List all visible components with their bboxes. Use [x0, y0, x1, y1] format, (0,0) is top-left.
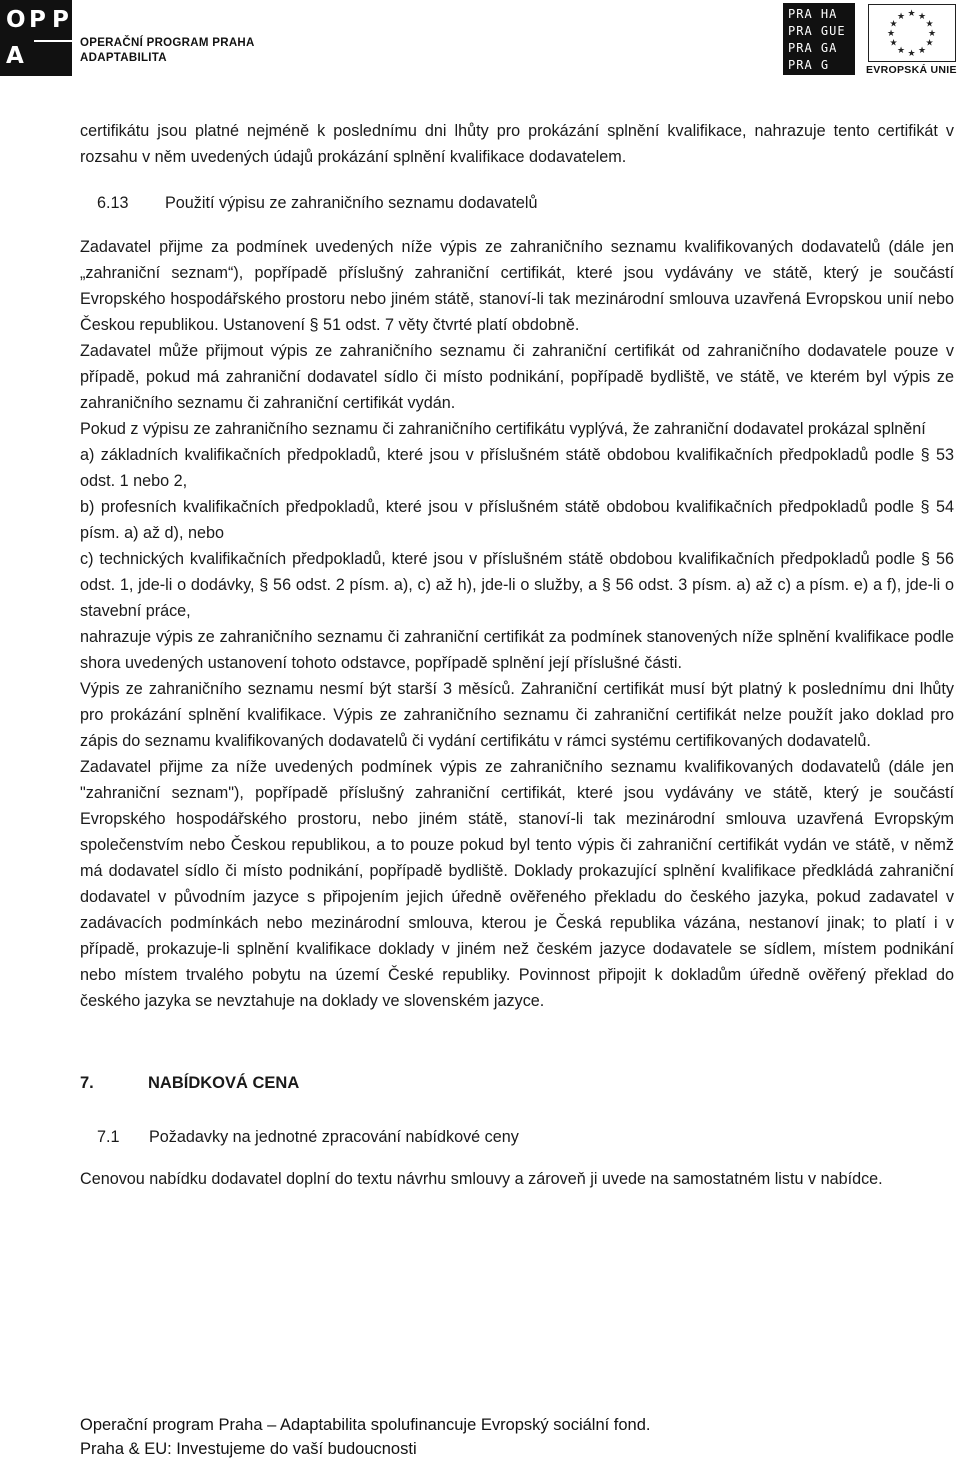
section-number: 6.13 — [97, 194, 129, 212]
opp-letter-o: O — [6, 7, 26, 33]
praha-row-2: PRA GUE — [788, 24, 846, 38]
paragraph-6: c) technických kvalifikačních předpokladů, které jsou v příslušném státě obdobou kvalifikačních předpokladů podle § 56 odst. 1, jde-li o dodávky, § 56 odst. 2 písm. a), c) až h), jde-li o služby, a § 56 odst. 3 písm. a) až c) a písm. e) a f), jde-li o stavební práce, — [80, 550, 954, 620]
eu-stars-icon — [869, 5, 954, 60]
svg-text:★: ★ — [896, 45, 906, 55]
svg-text:★: ★ — [886, 28, 896, 38]
paragraph-4: a) základních kvalifikačních předpokladů, které jsou v příslušném státě obdobou kvalifikačních předpokladů podle § 53 odst. 1 nebo 2, — [80, 446, 954, 490]
footer-line-2: Praha & EU: Investujeme do vaší budoucnosti — [80, 1440, 417, 1458]
svg-text:★: ★ — [889, 37, 898, 48]
svg-text:★: ★ — [925, 37, 934, 48]
section-number: 7.1 — [97, 1128, 120, 1146]
svg-text:★: ★ — [917, 45, 927, 55]
section-heading-7 — [80, 1070, 954, 1096]
paragraph-7: nahrazuje výpis ze zahraničního seznamu či zahraniční certifikát za podmínek stanovených níže splnění kvalifikace podle shora uvedených ustanovení tohoto odstavce, popřípadě splnění její příslušné části. — [80, 628, 954, 672]
praha-row-3: PRA GA — [788, 41, 838, 55]
document-body — [80, 118, 954, 1192]
section-title: Použití výpisu ze zahraničního seznamu dodavatelů — [165, 194, 538, 212]
svg-text:★: ★ — [889, 18, 898, 29]
footer-line-1: Operační program Praha – Adaptabilita spolufinancuje Evropský sociální fond. — [80, 1416, 651, 1434]
praha-row-1: PRA HA — [788, 7, 838, 21]
praha-row-4: PRA G — [788, 58, 830, 72]
svg-text:★: ★ — [907, 48, 916, 58]
eu-logo — [864, 0, 960, 78]
paragraph-9: Zadavatel přijme za níže uvedených podmínek výpis ze zahraničního seznamu kvalifikovaných dodavatelů (dále jen "zahraniční seznam"), popřípadě příslušný zahraniční certifikát, které jsou vydávány ve státě, který je součástí Evropského hospodářského prostoru, nebo jiném státě, stanoví-li tak mezinárodní smlouva uzavřená Evropským společenstvím nebo Českou republikou, a to pouze pokud byl tento výpis či zahraniční certifikát vydán ve státě, v němž má dodavatel sídlo či místo podnikání, popřípadě bydliště. Doklady prokazující splnění kvalifikace předkládá zahraniční dodavatel v původním jazyce s připojením jejich úředně ověřeného překladu do českého jazyka, pokud zadavatel v zadávacích podmínkách nebo mezinárodní smlouva, kterou je Česká republika vázána, nestanoví jinak; to platí i v případě, prokazuje-li splnění kvalifikace doklady v jiném než českém jazyce dodavatele se sídlem, místem podnikání nebo místem trvalého pobytu na území České republiky. Povinnost připojit k dokladům úředně ověřený překlad do českého jazyka se nevztahuje na doklady ve slovenském jazyce. — [80, 758, 954, 1010]
eu-label: EVROPSKÁ UNIE — [866, 64, 957, 76]
paragraph-5: b) profesních kvalifikačních předpokladů, které jsou v příslušném státě obdobou kvalifikačních předpokladů podle § 54 písm. a) až d), nebo — [80, 498, 954, 542]
section-heading-7-1 — [80, 1124, 954, 1150]
svg-text:★: ★ — [896, 11, 906, 21]
svg-text:★: ★ — [917, 11, 927, 21]
opp-a-logo — [0, 0, 300, 76]
paragraph-3: Pokud z výpisu ze zahraničního seznamu či zahraničního certifikátu vyplývá, že zahraniční dodavatel prokázal splnění — [80, 420, 926, 438]
opp-a-mark — [0, 0, 72, 76]
opp-letter-a: A — [6, 43, 24, 69]
paragraph-10: Cenovou nabídku dodavatel doplní do textu návrhu smlouvy a zároveň ji uvede na samostatném listu v nabídce. — [80, 1170, 883, 1188]
opp-letter-p2: P — [52, 7, 69, 33]
opp-divider — [34, 40, 72, 42]
praha-logo — [783, 3, 855, 75]
svg-text:★: ★ — [907, 8, 916, 18]
opp-letter-p1: P — [29, 7, 46, 33]
paragraph-2: Zadavatel může přijmout výpis ze zahraničního seznamu či zahraniční certifikát od zahraničního dodavatele pouze v případě, pokud má zahraniční dodavatel sídlo či místo podnikání, popřípadě bydliště, ve státě, ve kterém byl výpis ze zahraničního seznamu či zahraniční certifikát vydán. — [80, 342, 954, 412]
section-title: NABÍDKOVÁ CENA — [148, 1074, 300, 1092]
opp-line1: OPERAČNÍ PROGRAM PRAHA — [80, 37, 255, 49]
opp-text — [80, 36, 255, 66]
opp-line2: ADAPTABILITA — [80, 52, 167, 64]
paragraph-intro: certifikátu jsou platné nejméně k poslednímu dni lhůty pro prokázání splnění kvalifikace, nahrazuje tento certifikát v rozsahu v něm uvedených údajů prokázání splnění kvalifikace dodavatelem. — [80, 122, 954, 166]
svg-text:★: ★ — [925, 18, 934, 29]
section-heading-6-13 — [80, 190, 954, 216]
section-number: 7. — [80, 1074, 94, 1092]
page-footer — [80, 1413, 651, 1461]
paragraph-1: Zadavatel přijme za podmínek uvedených níže výpis ze zahraničního seznamu kvalifikovaných dodavatelů (dále jen „zahraniční seznam“), popřípadě příslušný zahraniční certifikát, které jsou vydávány ve státě, který je součástí Evropského hospodářského prostoru nebo jiném státě, stanoví-li tak mezinárodní smlouva uzavřená Evropskou unií nebo Českou republikou. Ustanovení § 51 odst. 7 věty čtvrté platí obdobně. — [80, 238, 954, 334]
svg-text:★: ★ — [927, 28, 937, 38]
eu-flag-icon — [868, 4, 956, 62]
paragraph-8: Výpis ze zahraničního seznamu nesmí být starší 3 měsíců. Zahraniční certifikát musí být platný k poslednímu dni lhůty pro prokázání splnění kvalifikace. Výpis ze zahraničního seznamu či zahraniční certifikát nelze použít jako doklad pro zápis do seznamu kvalifikovaných dodavatelů či vydání certifikátu v rámci systému certifikovaných dodavatelů. — [80, 680, 954, 750]
section-title: Požadavky na jednotné zpracování nabídkové ceny — [149, 1128, 519, 1146]
